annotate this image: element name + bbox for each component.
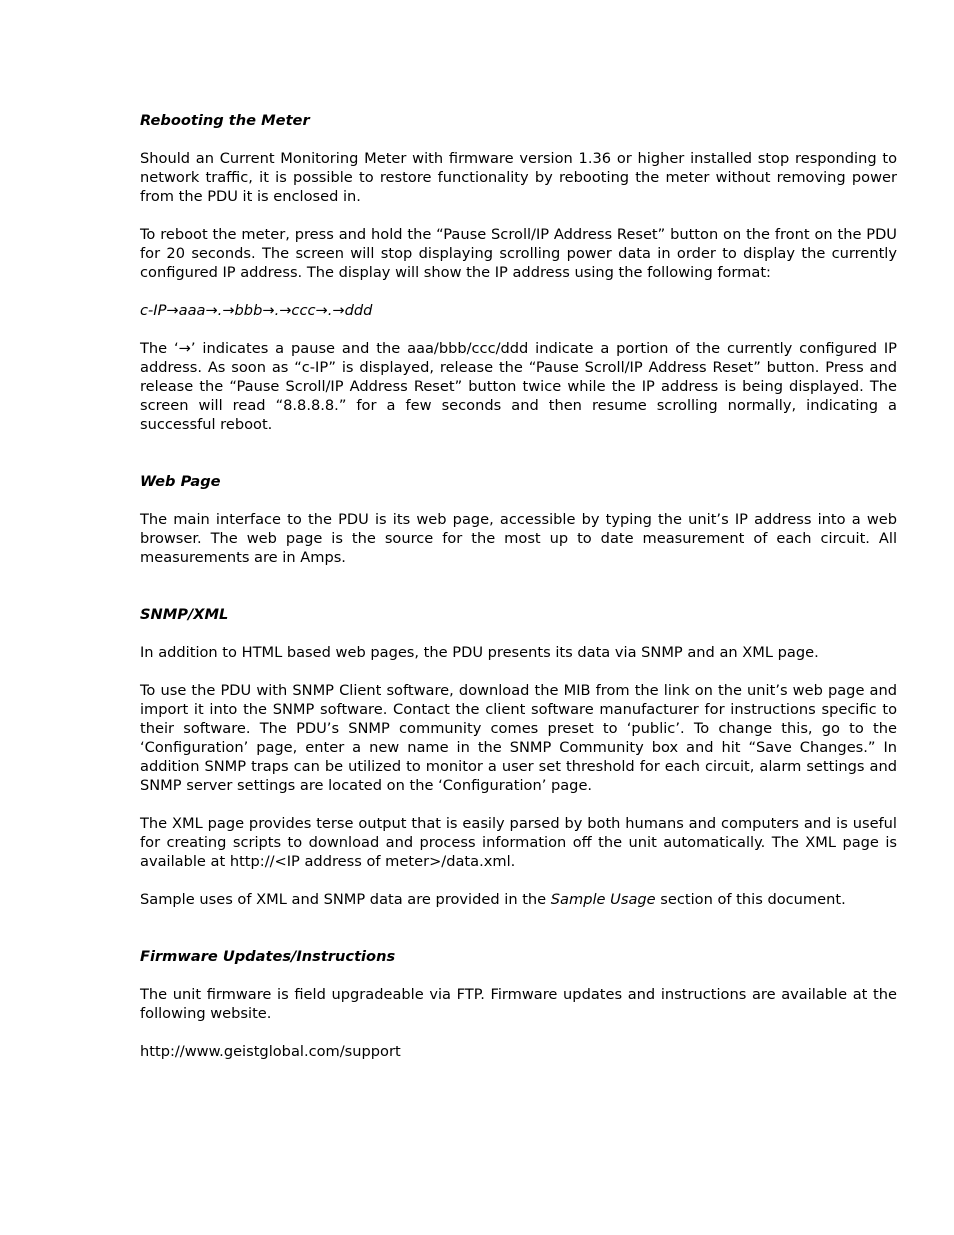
ip-format-example: c-IP→aaa→.→bbb→.→ccc→.→ddd bbox=[140, 302, 373, 319]
sample-usage-text-post: section of this document. bbox=[655, 891, 846, 908]
support-url-link[interactable]: http://www.geistglobal.com/support bbox=[140, 1043, 401, 1060]
reboot-paragraph-3: The ‘→’ indicates a pause and the aaa/bbb/ccc/ddd indicate a portion of the currently configured IP address. As soon as “c-IP” is displayed, release the “Pause Scroll/IP Address Reset” button. Press and release the “Pause Scroll/IP Address Reset” button twice while the IP address is being displayed. The screen will read “8.8.8.8.” for a few seconds and then resume scrolling normally, indicating a successful reboot. bbox=[140, 340, 897, 433]
reboot-paragraph-2: To reboot the meter, press and hold the “Pause Scroll/IP Address Reset” button on the front on the PDU for 20 seconds. The screen will stop displaying scrolling power data in order to display the currently configured IP address. The display will show the IP address using the following format: bbox=[140, 226, 897, 281]
sample-usage-reference: Sample Usage bbox=[550, 891, 656, 908]
section-heading-firmware: Firmware Updates/Instructions bbox=[140, 948, 396, 965]
section-heading-snmp-xml: SNMP/XML bbox=[140, 606, 229, 623]
sample-usage-paragraph bbox=[140, 890, 897, 909]
section-heading-web-page: Web Page bbox=[140, 473, 221, 490]
sample-usage-text-pre: Sample uses of XML and SNMP data are provided in the bbox=[140, 891, 551, 908]
firmware-paragraph-1: The unit firmware is field upgradeable via FTP. Firmware updates and instructions are available at the following website. bbox=[140, 986, 897, 1022]
section-heading-rebooting: Rebooting the Meter bbox=[140, 112, 310, 129]
document-page bbox=[140, 111, 897, 1061]
web-paragraph-1: The main interface to the PDU is its web page, accessible by typing the unit’s IP address into a web browser. The web page is the source for the most up to date measurement of each circuit. All measurements are in Amps. bbox=[140, 511, 897, 566]
snmp-paragraph-1: In addition to HTML based web pages, the PDU presents its data via SNMP and an XML page. bbox=[140, 644, 819, 661]
reboot-paragraph-1: Should an Current Monitoring Meter with firmware version 1.36 or higher installed stop responding to network traffic, it is possible to restore functionality by rebooting the meter without removing power from the PDU it is enclosed in. bbox=[140, 150, 897, 205]
snmp-paragraph-2: To use the PDU with SNMP Client software, download the MIB from the link on the unit’s web page and import it into the SNMP software. Contact the client software manufacturer for instructions specific to their software. The PDU’s SNMP community comes preset to ‘public’. To change this, go to the ‘Configuration’ page, enter a new name in the SNMP Community box and hit “Save Changes.” In addition SNMP traps can be utilized to monitor a user set threshold for each circuit, alarm settings and SNMP server settings are located on the ‘Configuration’ page. bbox=[140, 682, 897, 794]
xml-paragraph: The XML page provides terse output that is easily parsed by both humans and computers and is useful for creating scripts to download and process information off the unit automatically. The XML page is available at http://<IP address of meter>/data.xml. bbox=[140, 815, 897, 870]
